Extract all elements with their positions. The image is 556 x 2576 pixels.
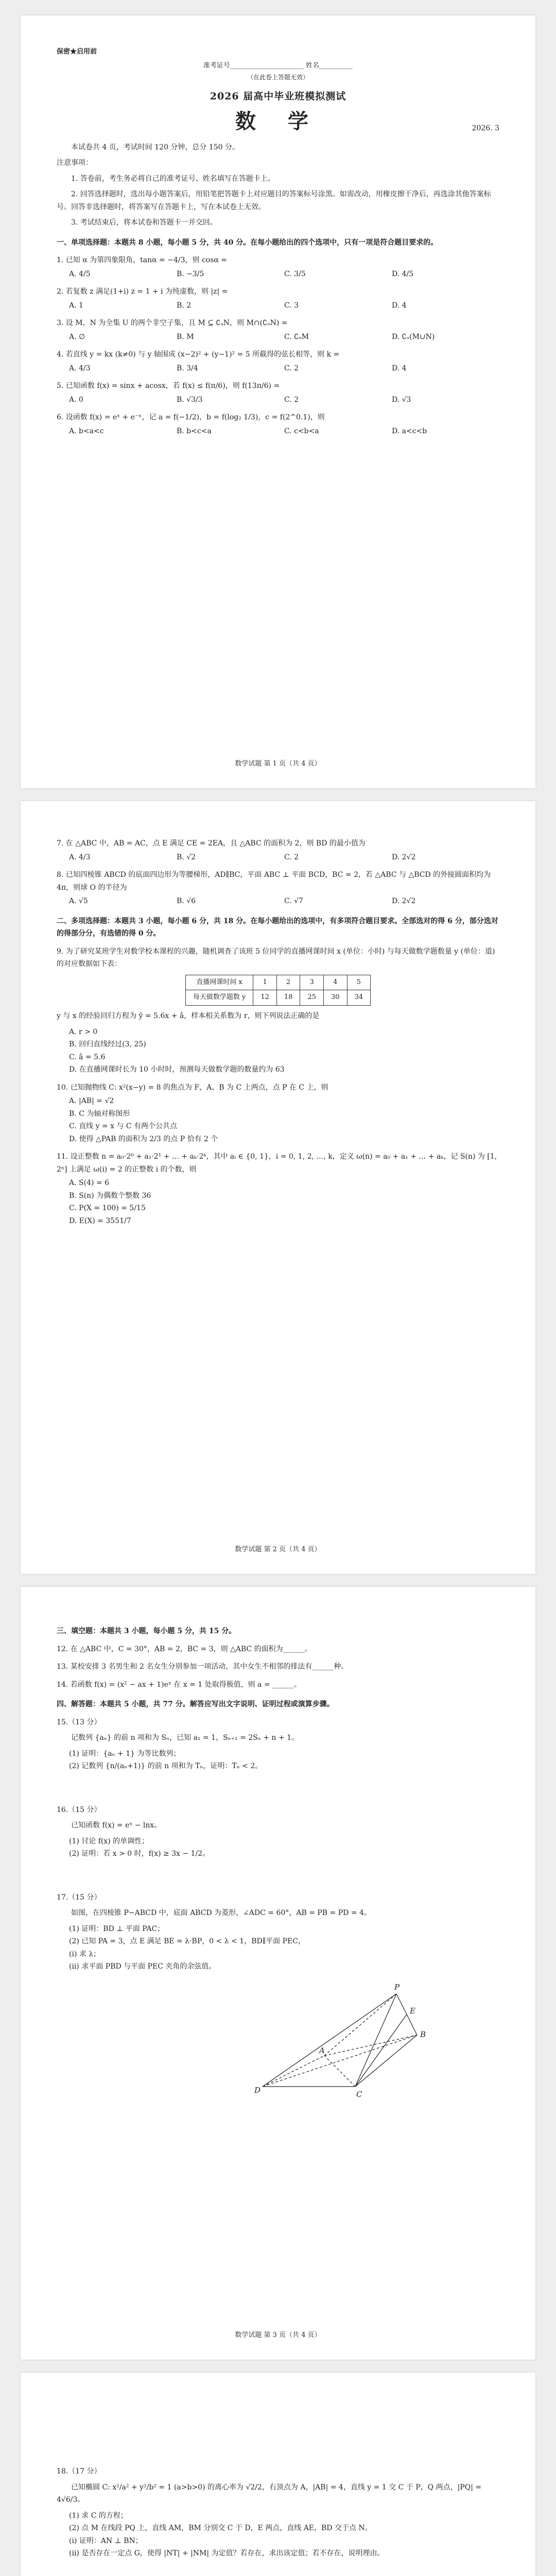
section-title: 三、填空题：本题共 3 小题，每小题 5 分，共 15 分。 [57, 1627, 236, 1635]
option: C. â = 5.6 [69, 1053, 106, 1061]
question-part: (2) 记数列 {n/(aₙ+1)} 的前 n 项和为 Tₙ，证明：Tₙ < 2。 [69, 1762, 263, 1770]
vertex-label: P [394, 1982, 400, 1992]
question-16-body: 已知函数 f(x) = eˣ − lnx。 [71, 1821, 162, 1829]
exam-intro: 本试卷共 4 页，考试时间 120 分钟，总分 150 分。 [71, 143, 240, 151]
question-3: 3. 设 M，N 为全集 U 的两个非空子集，且 M ⊆ ∁ᵤN，则 M∩(∁ᵤN) = [57, 319, 288, 328]
vertex-label: C [356, 2089, 362, 2099]
question-11: 11. 设正整数 n = a₀·2⁰ + a₁·2¹ + … + aₖ·2ᵏ，其中 aᵢ ∈ {0, 1}，i = 0, 1, 2, …, k，定义 ω(n) = a₀ + a₁ + … + aₖ，记 S(n) 为 [1, 2ⁿ] 上满足 ω(i) = 2 的正整数 i 的个数，则 [57, 1153, 497, 1174]
exam-title: 2026 届高中毕业班模拟测试 [210, 90, 346, 102]
option: A. 1 [69, 301, 83, 310]
question-4: 4. 若直线 y = kx (k≠0) 与 y 轴围成 (x−2)² + (y−1)² = 5 所截得的弦长相等，则 k = [57, 350, 340, 359]
question-8: 8. 已知四棱锥 ABCD 的底面四边形为等腰梯形，AD∥BC，平面 ABC ⊥ 平面 BCD，BC = 2，若 △ABC 与 △BCD 的外接圆面积均为 4π，则球 O 的半径为 [57, 871, 491, 892]
confidential-label: 保密★启用前 [57, 48, 97, 56]
option: A. ∅ [69, 332, 85, 341]
option: B. 回归直线经过(3, 25) [69, 1040, 146, 1048]
page-footer: 数学试题 第 1 页（共 4 页） [235, 760, 321, 768]
option: C. c<b<a [284, 427, 319, 435]
table-cell: 34 [347, 990, 371, 1006]
question-part: (1) 讨论 f(x) 的单调性； [69, 1837, 149, 1845]
option: A. 4/5 [69, 269, 91, 278]
question-7: 7. 在 △ABC 中，AB = AC，点 E 满足 CE = 2EA，且 △ABC 的面积为 2，则 BD 的最小值为 [57, 839, 366, 848]
vertex-label: D [254, 2085, 261, 2095]
question-13: 13. 某校安排 3 名男生和 2 名女生分别参加一项活动，其中女生不相邻的排法有______种。 [57, 1663, 349, 1671]
option: B. √2 [177, 853, 196, 861]
exam-date: 2026. 3 [472, 124, 499, 133]
table-cell: 30 [324, 990, 348, 1006]
option: D. 4 [392, 364, 407, 372]
data-table [185, 975, 371, 1006]
option: D. E(X) = 3551/7 [69, 1216, 131, 1225]
edge [324, 1994, 396, 2056]
table-cell: 12 [253, 990, 277, 1006]
vertex-label: E [410, 2006, 415, 2015]
table-row-label: 直播网课时间 x [185, 975, 253, 990]
notice-item: 3. 考试结束后，将本试卷和答题卡一并交回。 [71, 218, 217, 227]
table-cell: 18 [276, 990, 300, 1006]
question-10: 10. 已知抛物线 C: x²(x−y) = 8 的焦点为 F，A、B 为 C 上两点，点 P 在 C 上，则 [57, 1083, 328, 1092]
question-part: (2) 已知 PA = 3，点 E 满足 BE = λ·BP，0 < λ < 1，BD∥平面 PEC， [69, 1937, 305, 1945]
option: A. 4/3 [69, 853, 91, 861]
option: B. −3/5 [177, 269, 204, 278]
option: D. 2√2 [392, 853, 416, 861]
question-14: 14. 若函数 f(x) = (x² − ax + 1)eˣ 在 x = 1 处取得极值，则 a = ______。 [57, 1680, 302, 1689]
edge [263, 2056, 324, 2087]
option: D. 4/5 [392, 269, 414, 278]
option: D. 2√2 [392, 897, 416, 905]
option: C. 2 [284, 853, 299, 861]
table-cell: 25 [300, 990, 324, 1006]
option: C. 直线 y = x 与 C 有两个公共点 [69, 1122, 178, 1130]
question-6: 6. 设函数 f(x) = eˣ + e⁻ˣ，记 a = f(−1/2)，b = f(log₂ 1/3)，c = f(2^0.1)，则 [57, 413, 325, 422]
question-9-tail: y 与 x 的经验回归方程为 ŷ = 5.6x + â，样本相关系数为 r，则下列说法正确的是 [57, 1012, 320, 1020]
exam-page-4 [21, 2372, 535, 2576]
question-part: (2) 点 M 在线段 PQ 上，直线 AM，BM 分别交 C 于 D，E 两点，直线 AE，BD 交于点 N。 [69, 2524, 372, 2532]
question-18-heading: 18.（17 分） [57, 2467, 101, 2476]
option: D. √3 [392, 395, 411, 404]
question-18-body: 已知椭圆 C: x²/a² + y²/b² = 1 (a>b>0) 的离心率为 √2/2，右顶点为 A，|AB| = 4，直线 y = 1 交 C 于 P，Q 两点，|PQ| = 4√6/3。 [57, 2483, 482, 2504]
option: B. 3/4 [177, 364, 198, 372]
table-row-label: 每天做数学题数 y [185, 990, 253, 1006]
question-9: 9. 为了研究某班学生对数学校本课程的兴趣，随机调查了该班 5 位同学的直播网课时间 x (单位：小时) 与每天做数学题数量 y (单位：道) 的对应数据如下表： [57, 947, 495, 968]
question-15-body: 记数列 {aₙ} 的前 n 项和为 Sₙ，已知 a₁ = 1，Sₙ₊₁ = 2Sₙ + n + 1。 [71, 1734, 299, 1742]
option: A. 0 [69, 395, 83, 404]
notice-item: 2. 回答选择题时，选出每小题答案后，用铅笔把答题卡上对应题目的答案标号涂黑。如需改动，用橡皮擦干净后，再选涂其他答案标号。回答非选择题时，将答案写在答题卡上，写在本试卷上无效。 [57, 190, 491, 211]
option: A. r > 0 [69, 1027, 98, 1036]
question-16-heading: 16.（15 分） [57, 1805, 101, 1814]
question-12: 12. 在 △ABC 中，C = 30°，AB = 2，BC = 3，则 △ABC 的面积为______。 [57, 1645, 312, 1653]
page-footer: 数学试题 第 3 页（共 4 页） [235, 2331, 321, 2339]
option: D. 4 [392, 301, 407, 310]
vertex-label: A [319, 2045, 325, 2055]
option: A. S(4) = 6 [69, 1179, 109, 1187]
option: D. a<c<b [392, 427, 427, 435]
section-title: 二、多项选择题：本题共 3 小题，每小题 6 分，共 18 分。在每小题给出的选项中，有多项符合题目要求。全部选对的得 6 分，部分选对的得部分分，有选错的得 0 分。 [57, 917, 498, 938]
option: C. √7 [284, 897, 303, 905]
table-cell: 2 [276, 975, 300, 990]
table-cell: 5 [347, 975, 371, 990]
pyramid-figure [242, 1978, 458, 2107]
option: B. √6 [177, 897, 196, 905]
section-title: 一、单项选择题：本题共 8 小题，每小题 5 分，共 40 分。在每小题给出的四个选项中，只有一项是符合题目要求的。 [57, 238, 438, 247]
notice-item: 1. 答卷前，考生务必将自己的准考证号、姓名填写在答题卡上。 [71, 174, 275, 183]
notice-title: 注意事项： [57, 159, 93, 167]
option: A. |AB| = √2 [69, 1097, 114, 1105]
option: A. √5 [69, 897, 88, 905]
option: C. ∁ᵤM [284, 332, 309, 341]
question-part: (i) 求 λ； [69, 1950, 101, 1958]
edge [324, 2035, 417, 2056]
option: B. M [177, 332, 194, 341]
option: D. ∁ᵤ(M∪N) [392, 332, 435, 341]
question-15-heading: 15.（13 分） [57, 1718, 101, 1726]
question-17-heading: 17.（15 分） [57, 1893, 101, 1902]
section-title: 四、解答题：本题共 5 小题，共 77 分。解答应写出文字说明、证明过程或演算步骤。 [57, 1700, 334, 1708]
question-part: (1) 求 C 的方程； [69, 2511, 128, 2520]
option: C. P(X = 100) = 5/15 [69, 1204, 146, 1212]
option: B. b<c<a [177, 427, 212, 435]
question-part: (1) 证明：BD ⊥ 平面 PAC； [69, 1924, 165, 1933]
exam-page-3 [21, 1587, 535, 2360]
option: C. 2 [284, 364, 299, 372]
page-footer: 数学试题 第 2 页（共 4 页） [235, 1546, 321, 1553]
exam-page-2 [21, 801, 535, 1574]
edge [324, 2056, 355, 2087]
option: A. b<a<c [69, 427, 104, 435]
table-cell: 4 [324, 975, 348, 990]
option: A. 4/3 [69, 364, 91, 372]
question-17-body: 如图，在四棱锥 P−ABCD 中，底面 ABCD 为菱形，∠ADC = 60°，AB = PB = PD = 4。 [71, 1909, 371, 1917]
question-part: (2) 证明：若 x > 0 时，f(x) ≥ 3x − 1/2。 [69, 1850, 210, 1858]
table-cell: 3 [300, 975, 324, 990]
option: D. 使得 △PAB 的面积为 2/3 的点 P 恰有 2 个 [69, 1134, 218, 1143]
question-part: (ii) 是否存在一定点 G，使得 |NT| + |NM| 为定值？若存在，求出该定值；若不存在，说明理由。 [69, 2549, 385, 2557]
option: B. √3/3 [177, 395, 203, 404]
question-2: 2. 若复数 z 满足(1+i) z = 1 + i 为纯虚数，则 |z| = [57, 287, 228, 296]
option: C. 3/5 [284, 269, 306, 278]
edge [263, 1994, 396, 2087]
option: D. 在直播网课时长为 10 小时时，预测每天做数学题的数量约为 63 [69, 1065, 285, 1074]
subject-title: 数 学 [235, 109, 321, 133]
question-part: (i) 证明：AN ⊥ BN； [69, 2536, 143, 2545]
option: C. 2 [284, 395, 299, 404]
question-part: (1) 证明：{aₙ + 1} 为等比数列； [69, 1749, 181, 1758]
answer-note: （在此卷上答题无效） [247, 73, 309, 81]
candidate-id-line: 准考证号______________________ 姓名__________ [203, 61, 353, 70]
question-5: 5. 已知函数 f(x) = sinx + acosx，若 f(x) ≤ f(π/6)，则 f(13π/6) = [57, 382, 280, 391]
option: C. 3 [284, 301, 299, 310]
option: B. C 为轴对称图形 [69, 1109, 130, 1118]
option: B. S(n) 为偶数个整数 36 [69, 1191, 151, 1200]
edge [355, 2014, 407, 2087]
vertex-label: B [420, 2029, 426, 2039]
option: B. 2 [177, 301, 192, 310]
question-part: (ii) 求平面 PBD 与平面 PEC 夹角的余弦值。 [69, 1962, 216, 1971]
exam-page-1 [21, 15, 535, 788]
question-1: 1. 已知 α 为第四象限角，tanα = −4/3，则 cosα = [57, 256, 228, 265]
table-cell: 1 [253, 975, 277, 990]
